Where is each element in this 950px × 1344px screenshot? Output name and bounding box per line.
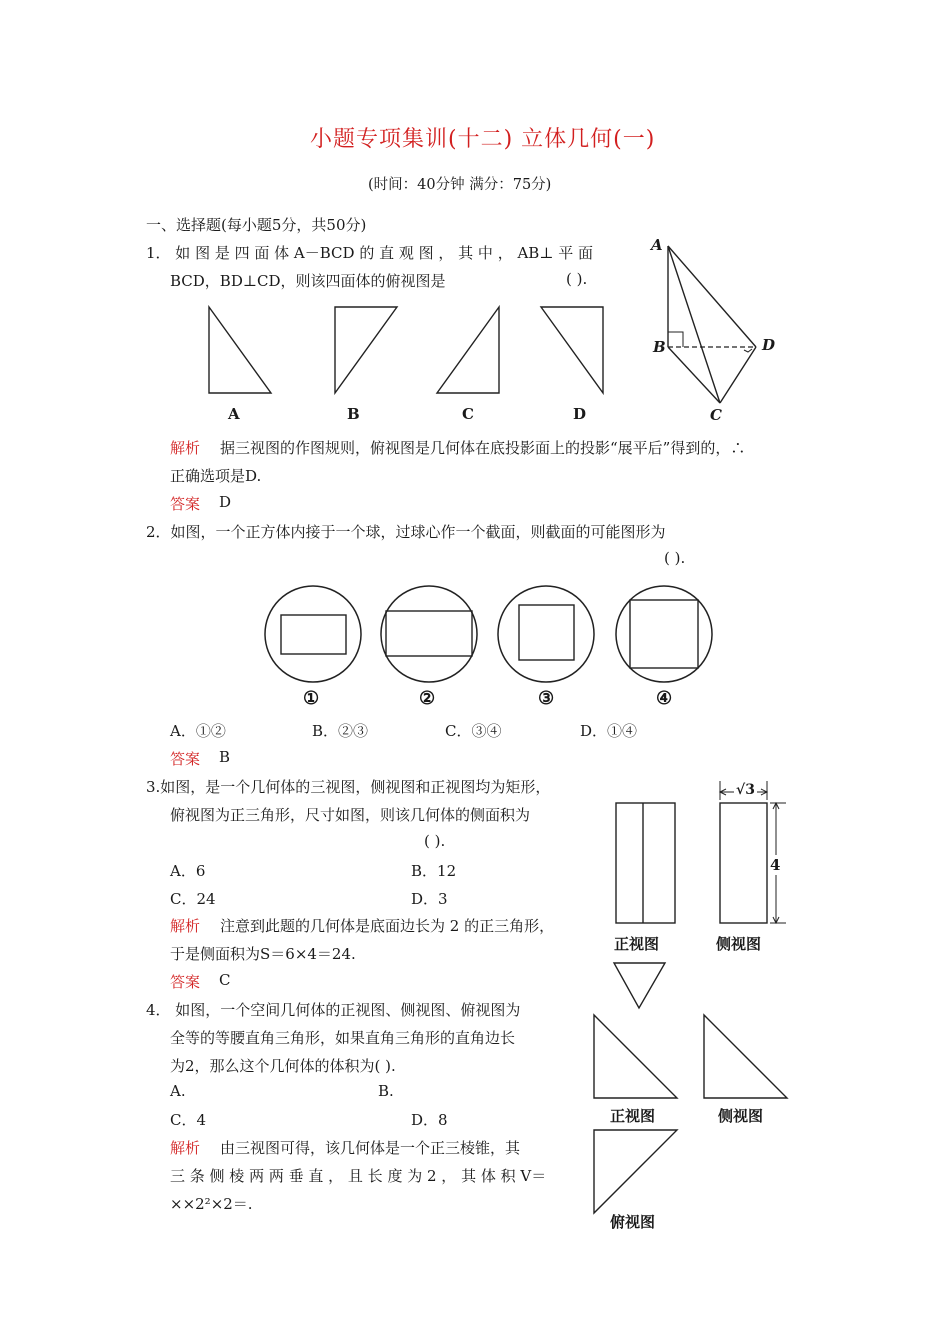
- q2-option-b: B．②③: [312, 722, 369, 740]
- q3-answer: C: [219, 971, 231, 989]
- q4-side-label: 侧视图: [718, 1107, 764, 1125]
- q2-blank: ( ).: [664, 549, 686, 567]
- q4-line1: 4． 如图，一个空间几何体的正视图、侧视图、俯视图为: [146, 1001, 521, 1019]
- q2-option-a: A．①②: [170, 722, 226, 740]
- q3-side-label: 侧视图: [716, 935, 762, 953]
- q3-answer-label: 答案: [170, 973, 201, 991]
- q3-line1: 3.如图，是一个几何体的三视图，侧视图和正视图均为矩形，: [146, 778, 551, 796]
- q3-option-c: C．24: [170, 890, 216, 908]
- q3-option-b: B．12: [411, 862, 457, 880]
- q4-jiexi-label: 解析: [170, 1139, 201, 1157]
- q4-top-view: [594, 1130, 677, 1213]
- tetra-label-b: B: [653, 338, 666, 356]
- q3-option-d: D．3: [411, 890, 448, 908]
- q2-answer-label: 答案: [170, 750, 201, 768]
- q4-jiexi-line1: 由三视图可得，该几何体是一个正三棱锥，其: [220, 1139, 521, 1157]
- q3-jiexi-label: 解析: [170, 917, 201, 935]
- q1-option-b-label: B: [347, 405, 360, 423]
- q4-line2: 全等的等腰直角三角形，如果直角三角形的直角边长: [170, 1029, 516, 1047]
- section-heading: 一、选择题(每小题5分，共50分): [146, 216, 367, 234]
- q3-front-label: 正视图: [614, 935, 660, 953]
- q4-jiexi-line2: 三 条 侧 棱 两 两 垂 直 ， 且 长 度 为 2 ， 其 体 积 V＝: [170, 1167, 547, 1185]
- q1-line1: 1． 如 图 是 四 面 体 A－BCD 的 直 观 图 ， 其 中 ， AB⊥ 平 面: [146, 244, 593, 262]
- q1-answer: D: [219, 493, 232, 511]
- tetra-label-a: A: [651, 236, 663, 254]
- q1-option-d-label: D: [573, 405, 587, 423]
- q4-top-label: 俯视图: [610, 1213, 656, 1231]
- q4-option-b: B.: [378, 1082, 394, 1100]
- q3-blank: ( ).: [424, 832, 446, 850]
- q1-blank: ( ).: [566, 270, 588, 288]
- q2-answer: B: [219, 748, 231, 766]
- q4-jiexi-line3: ××2²×2＝.: [170, 1195, 253, 1213]
- q2-figure1-label: ①: [303, 688, 320, 709]
- tetra-label-c: C: [710, 406, 722, 424]
- q1-jiexi-label: 解析: [170, 439, 201, 457]
- q2-figure4-label: ④: [656, 688, 673, 709]
- q4-front-label: 正视图: [610, 1107, 656, 1125]
- q1-answer-label: 答案: [170, 495, 201, 513]
- q4-line3: 为2，那么这个几何体的体积为( ).: [170, 1057, 396, 1075]
- q2-option-d: D．①④: [580, 722, 638, 740]
- q3-jiexi-line2: 于是侧面积为S＝6×4＝24.: [170, 945, 356, 963]
- q4-option-c: C．4: [170, 1111, 207, 1129]
- q1-option-c-label: C: [462, 405, 474, 423]
- q1-option-a-label: A: [228, 405, 240, 423]
- q3-line2: 俯视图为正三角形，尺寸如图，则该几何体的侧面积为: [170, 806, 531, 824]
- q3-dim-width: √3: [736, 782, 755, 798]
- page-title: 小题专项集训(十二) 立体几何(一): [310, 127, 656, 152]
- q3-jiexi-line1: 注意到此题的几何体是底面边长为 2 的正三角形，: [220, 917, 555, 935]
- tetra-label-d: D: [762, 336, 776, 354]
- q3-option-a: A．6: [170, 862, 206, 880]
- q2-figure3-label: ③: [538, 688, 555, 709]
- page-subtitle: (时间：40分钟 满分：75分): [368, 177, 552, 193]
- q3-dim-height: 4: [770, 856, 781, 874]
- q2-option-c: C．③④: [445, 722, 502, 740]
- q4-side-view: [704, 1015, 787, 1098]
- q4-option-d: D．8: [411, 1111, 448, 1129]
- q1-line2: BCD，BD⊥CD，则该四面体的俯视图是: [170, 272, 446, 290]
- q2-figure2-label: ②: [419, 688, 436, 709]
- q4-front-view: [594, 1015, 677, 1098]
- q4-option-a: A.: [170, 1082, 186, 1100]
- q2-line1: 2．如图，一个正方体内接于一个球，过球心作一个截面，则截面的可能图形为: [146, 523, 666, 541]
- q1-jiexi-line2: 正确选项是D.: [170, 467, 262, 485]
- q1-jiexi-line1: 据三视图的作图规则，俯视图是几何体在底投影面上的投影“展平后”得到的，∴: [220, 439, 746, 457]
